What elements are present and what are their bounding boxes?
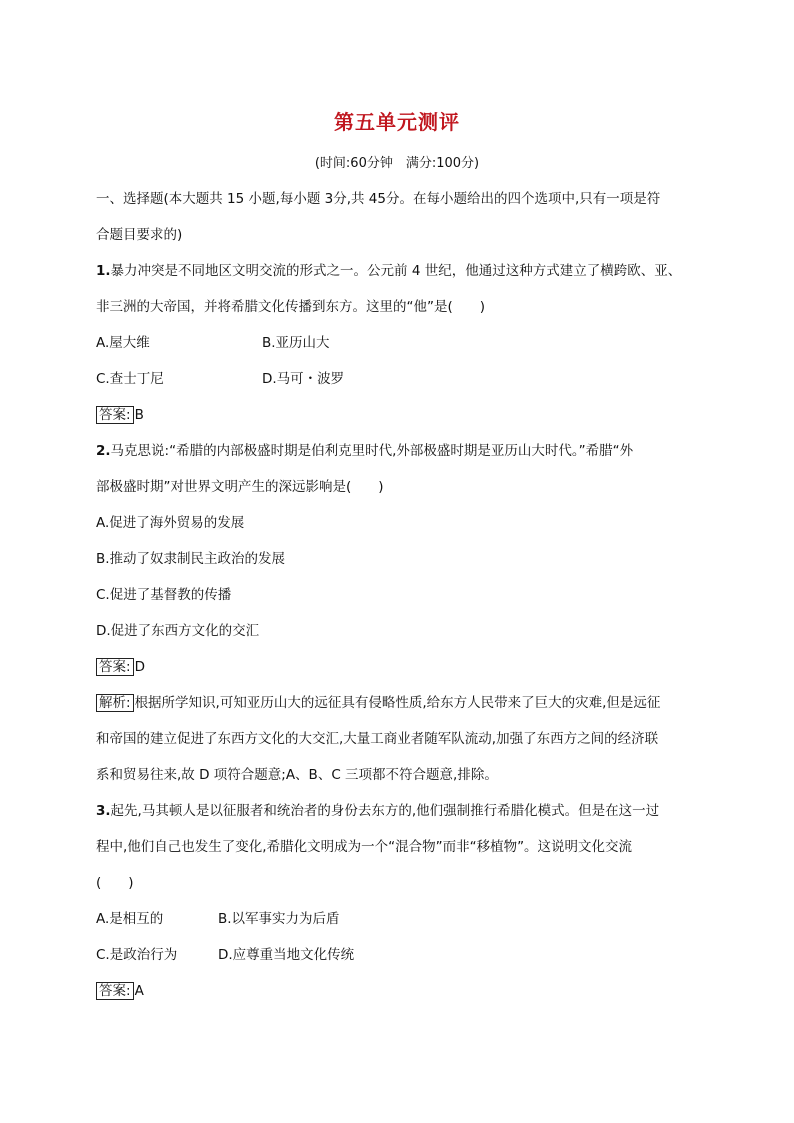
question-2-option-d: D.促进了东西方文化的交汇 bbox=[96, 623, 260, 639]
question-2-option-c: C.促进了基督教的传播 bbox=[96, 587, 232, 603]
question-2-analysis-line-3: 系和贸易往来,故 D 项符合题意;A、B、C 三项都不符合题意,排除。 bbox=[96, 767, 498, 783]
question-number: 1. bbox=[96, 263, 111, 279]
question-3-option-d: D.应尊重当地文化传统 bbox=[218, 947, 355, 963]
question-2-line-1: 2.马克思说:“希腊的内部极盛时期是伯利克里时代,外部极盛时期是亚历山大时代。”希腊“外 bbox=[96, 443, 634, 459]
analysis-label: 解析: bbox=[96, 694, 134, 712]
question-2-analysis-line-2: 和帝国的建立促进了东西方文化的大交汇,大量工商业者随军队流动,加强了东西方之间的经济联 bbox=[96, 731, 659, 747]
section-heading-line-1: 一、选择题(本大题共 15 小题,每小题 3分,共 45分。在每小题给出的四个选项中,只有一项是符 bbox=[96, 191, 661, 207]
question-1-option-a: A.屋大维 bbox=[96, 335, 150, 351]
question-1-option-c: C.查士丁尼 bbox=[96, 371, 164, 387]
question-1-option-d: D.马可・波罗 bbox=[262, 371, 345, 387]
question-2-answer bbox=[96, 658, 145, 676]
question-3-option-b: B.以军事实力为后盾 bbox=[218, 911, 340, 927]
answer-value: A bbox=[134, 983, 144, 999]
answer-value: D bbox=[134, 659, 145, 675]
question-3-line-1: 3.起先,马其顿人是以征服者和统治者的身份去东方的,他们强制推行希腊化模式。但是在这一过 bbox=[96, 803, 660, 819]
question-3-option-a: A.是相互的 bbox=[96, 911, 164, 927]
page-title: 第五单元测评 bbox=[334, 110, 460, 134]
answer-value: B bbox=[134, 407, 144, 423]
question-2-line-2: 部极盛时期”对世界文明产生的深远影响是( ) bbox=[96, 479, 384, 495]
question-number: 3. bbox=[96, 803, 111, 819]
question-3-answer bbox=[96, 982, 144, 1000]
answer-label: 答案: bbox=[96, 982, 134, 1000]
question-2-option-a: A.促进了海外贸易的发展 bbox=[96, 515, 245, 531]
question-2-option-b: B.推动了奴隶制民主政治的发展 bbox=[96, 551, 286, 567]
question-1-answer bbox=[96, 406, 144, 424]
answer-label: 答案: bbox=[96, 658, 134, 676]
question-1-line-1: 1.暴力冲突是不同地区文明交流的形式之一。公元前 4 世纪，他通过这种方式建立了横跨欧、亚、 bbox=[96, 263, 682, 279]
question-1-line-2: 非三洲的大帝国，并将希腊文化传播到东方。这里的“他”是( ) bbox=[96, 299, 486, 315]
question-3-option-c: C.是政治行为 bbox=[96, 947, 178, 963]
section-heading-line-2: 合题目要求的) bbox=[96, 227, 183, 243]
question-number: 2. bbox=[96, 443, 111, 459]
question-3-line-2: 程中,他们自己也发生了变化,希腊化文明成为一个“混合物”而非“移植物”。这说明文化交流 bbox=[96, 839, 633, 855]
exam-info: (时间:60分钟 满分:100分) bbox=[314, 156, 480, 171]
question-2-analysis-line-1: 解析: 根据所学知识,可知亚历山大的远征具有侵略性质,给东方人民带来了巨大的灾难,但是远征 bbox=[96, 694, 660, 712]
question-3-line-3: ( ) bbox=[96, 875, 134, 891]
question-1-option-b: B.亚历山大 bbox=[262, 335, 330, 351]
answer-label: 答案: bbox=[96, 406, 134, 424]
